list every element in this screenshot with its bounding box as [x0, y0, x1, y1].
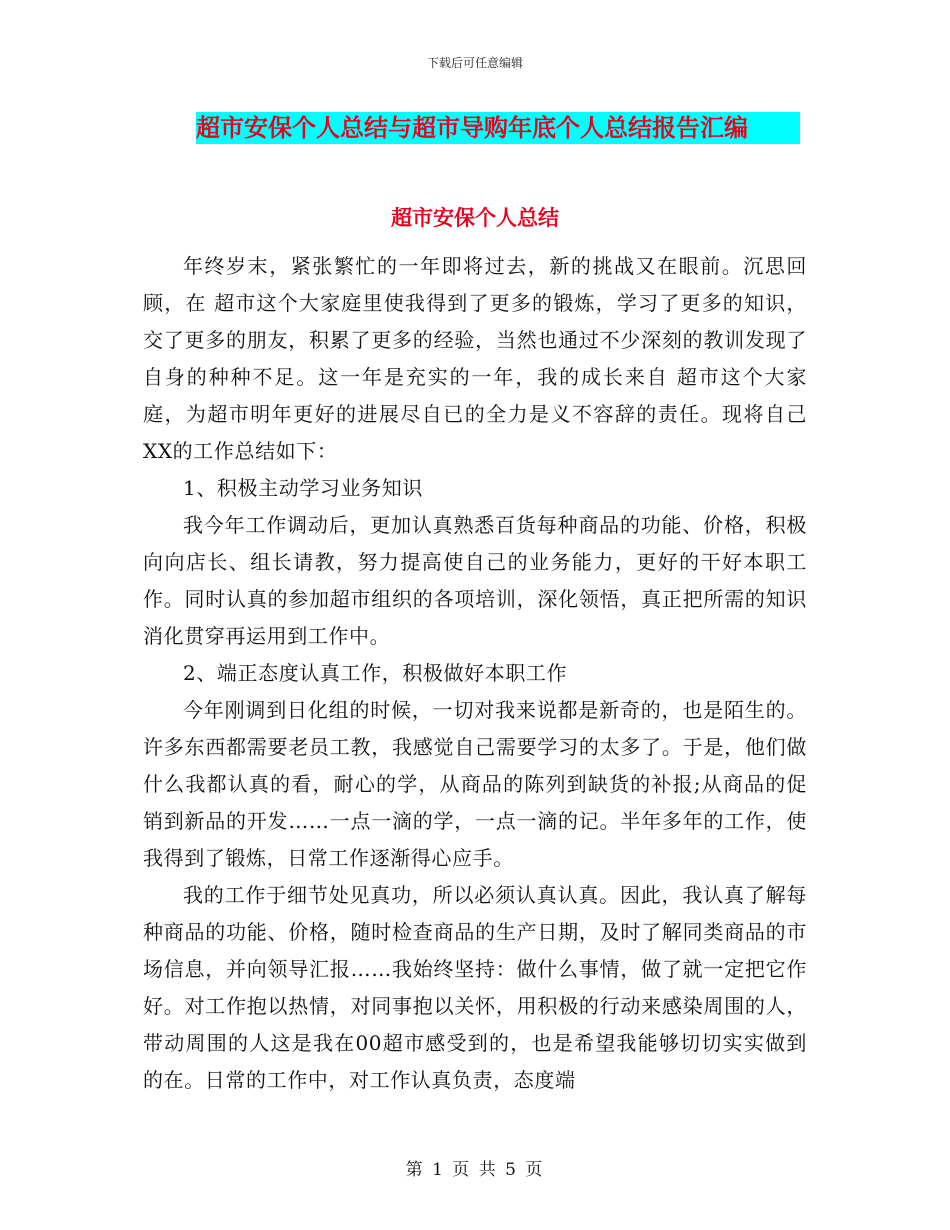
paragraph-attitude: 今年刚调到日化组的时候，一切对我来说都是新奇的，也是陌生的。许多东西都需要老员工教，我感觉自己需要学习的太多了。于是，他们做什么我都认真的看，耐心的学，从商品的陈列到缺货的补报;从商品的促销到新品的开发……一点一滴的学，一点一滴的记。半年多年的工作，使我得到了锻炼，日常工作逐渐得心应手。 — [143, 698, 807, 870]
section-title: 超市安保个人总结 — [391, 205, 559, 230]
paragraph-study: 我今年工作调动后，更加认真熟悉百货每种商品的功能、价格，积极向向店长、组长请教，努力提高使自己的业务能力，更好的干好本职工作。同时认真的参加超市组织的各项培训，深化领悟，真正把所需的知识消化贯穿再运用到工作中。 — [143, 513, 807, 648]
subheading-2: 2、端正态度认真工作，积极做好本职工作 — [183, 661, 568, 685]
page-footer: 第 1 页 共 5 页 — [405, 1160, 545, 1180]
document-title: 超市安保个人总结与超市导购年底个人总结报告汇编 — [196, 112, 800, 144]
header-note: 下载后可任意编辑 — [426, 56, 523, 70]
paragraph-intro: 年终岁末，紧张繁忙的一年即将过去，新的挑战又在眼前。沉思回顾，在 超市这个大家庭里使我得到了更多的锻炼，学习了更多的知识，交了更多的朋友，积累了更多的经验，当然也通过不少深刻的教训发现了自身的种种不足。这一年是充实的一年，我的成长来自 超市这个大家庭，为超市明年更好的进展尽自已的全力是义不容辞的责任。现将自己XX的工作总结如下： — [143, 254, 807, 463]
subheading-1: 1、积极主动学习业务知识 — [183, 476, 423, 500]
document-body — [143, 248, 807, 1099]
paragraph-details: 我的工作于细节处见真功，所以必须认真认真。因此，我认真了解每种商品的功能、价格，随时检查商品的生产日期，及时了解同类商品的市场信息，并向领导汇报……我始终坚持：做什么事情，做了就一定把它作好。对工作抱以热情，对同事抱以关怀，用积极的行动来感染周围的人，带动周围的人这是我在00超市感受到的，也是希望我能够切切实实做到的在。日常的工作中，对工作认真负责，态度端 — [143, 883, 807, 1092]
